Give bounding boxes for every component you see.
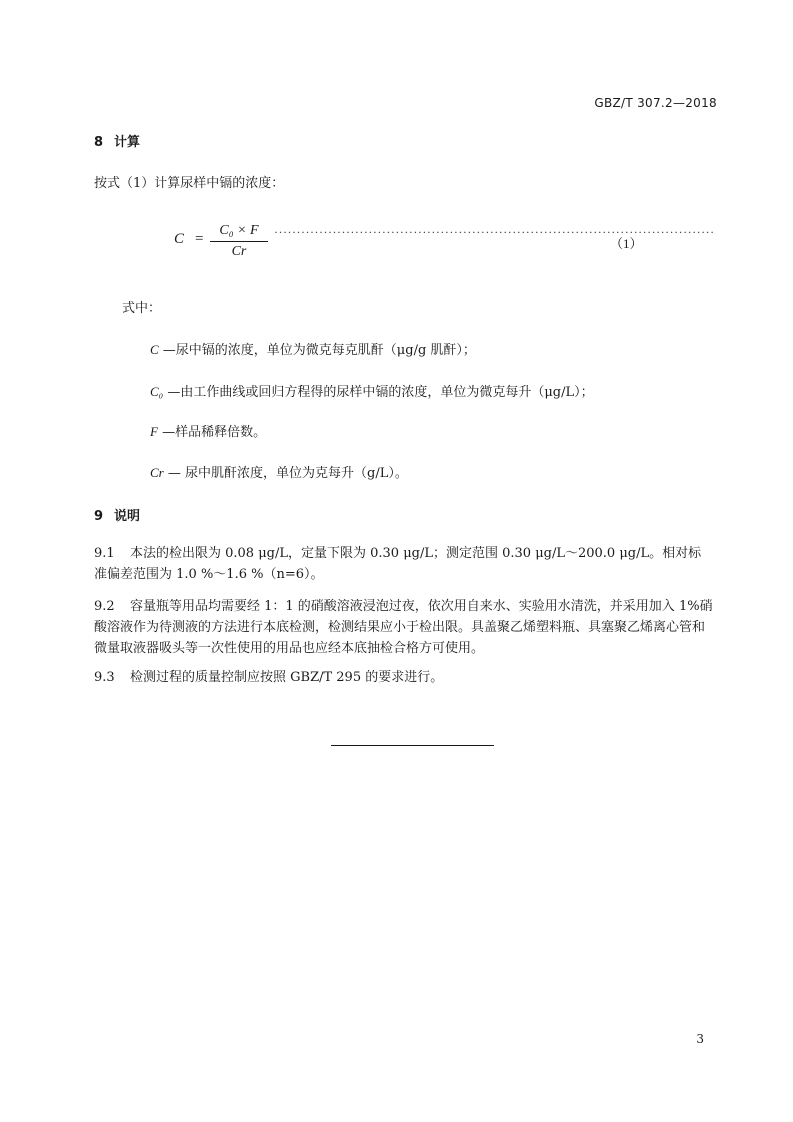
formula-denominator: Cr <box>231 244 247 259</box>
definition-cr <box>150 462 408 481</box>
where-label: 式中： <box>122 301 162 316</box>
section-number: 9 <box>94 509 104 524</box>
definition-f <box>150 421 266 440</box>
formula-1 <box>174 222 715 262</box>
definition-text: —由工作曲线或回归方程得的尿样中镉的浓度，单位为微克每升（μg/L）； <box>163 385 594 400</box>
section-title: 计算 <box>114 135 141 150</box>
page-number: 3 <box>696 1032 704 1046</box>
definition-symbol: C₀ <box>150 384 164 399</box>
clause-9-2 <box>94 596 714 659</box>
definition-text: — 尿中肌酐浓度，单位为克每升（g/L）。 <box>163 466 408 481</box>
definition-symbol: F <box>150 424 158 439</box>
clause-text: 检测过程的质量控制应按照 GBZ/T 295 的要求进行。 <box>130 670 444 685</box>
section-title: 说明 <box>114 509 141 524</box>
clause-9-1 <box>94 543 714 585</box>
clause-number: 9.2 <box>94 599 115 614</box>
clause-9-3 <box>94 667 714 688</box>
clause-text: 容量瓶等用品均需要经 1：1 的硝酸溶液浸泡过夜，依次用自来水、实验用水清洗，并采用加入 1%硝酸溶液作为待测液的方法进行本底检测，检测结果应小于检出限。具盖聚乙烯塑料瓶、具塞聚乙烯离心管和微量取液器吸头等一次性使用的用品也应经本底抽检合格方可使用。 <box>94 599 713 656</box>
clause-number: 9.3 <box>94 670 115 685</box>
definition-symbol: Cr <box>150 465 164 480</box>
clause-text: 本法的检出限为 0.08 μg/L，定量下限为 0.30 μg/L；测定范围 0.30 μg/L～200.0 μg/L。相对标准偏差范围为 1.0 %～1.6 %（n=6）。 <box>94 546 702 582</box>
formula-leader-dots: ·································································································· <box>274 225 715 239</box>
formula-fraction <box>210 222 268 261</box>
formula-intro: 按式（1）计算尿样中镉的浓度： <box>94 176 285 191</box>
fraction-bar <box>210 241 268 242</box>
definition-text: —尿中镉的浓度，单位为微克每克肌酐（μg/g 肌酐）； <box>158 343 476 358</box>
clause-number: 9.1 <box>94 546 115 561</box>
formula-lhs: C <box>174 231 185 247</box>
definition-symbol: C <box>150 342 159 357</box>
section-8-heading <box>94 131 140 150</box>
section-9-heading <box>94 505 140 524</box>
definition-c0 <box>150 381 594 400</box>
section-number: 8 <box>94 135 104 150</box>
formula-numerator: C₀ × F <box>219 223 259 238</box>
formula-equals: = <box>195 231 204 247</box>
definition-text: —样品稀释倍数。 <box>157 425 267 440</box>
end-of-document-rule <box>331 745 494 746</box>
equation-number: （1） <box>610 236 643 251</box>
document-id-header: GBZ/T 307.2—2018 <box>594 96 717 110</box>
definition-c <box>150 339 476 358</box>
